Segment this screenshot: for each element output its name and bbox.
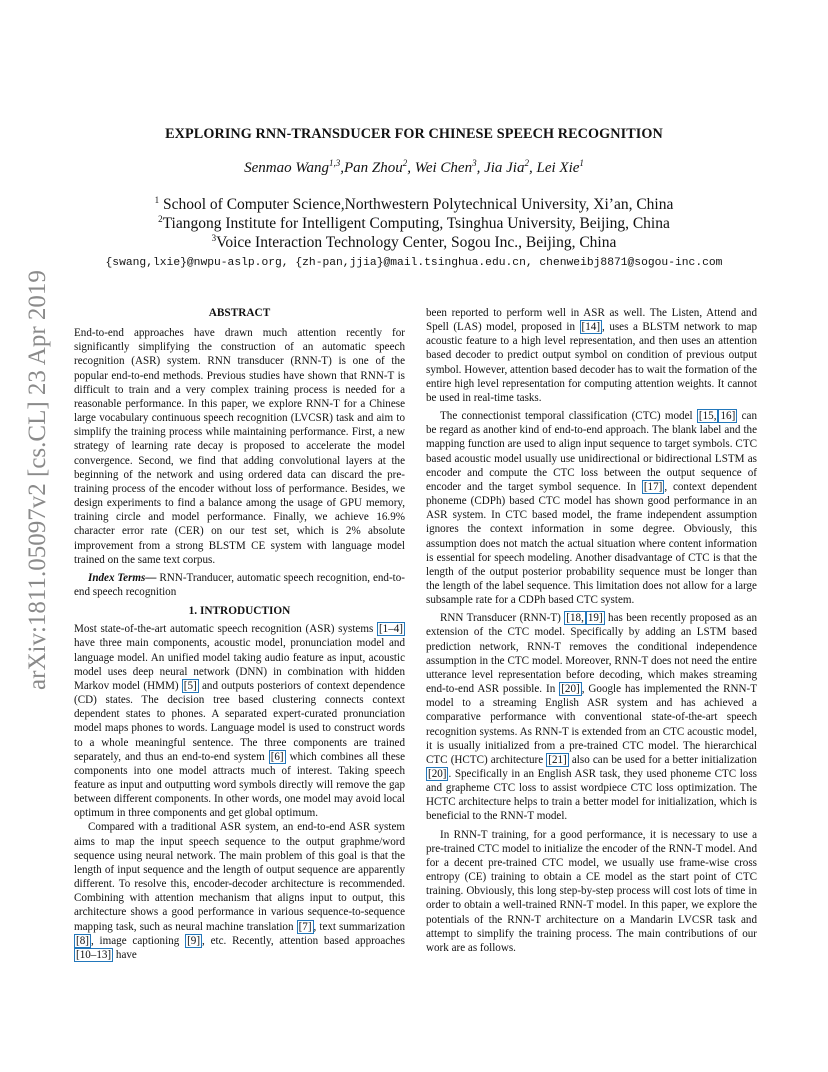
arxiv-watermark: arXiv:1811.05097v2 [cs.CL] 23 Apr 2019 xyxy=(24,270,51,690)
author-list: Senmao Wang$^{1,3}$,Pan Zhou$^2$, Wei Chen$^3$, Jia Jia$^2$, Lei Xie$^1$ xyxy=(244,158,584,176)
affiliation-mark: 1 xyxy=(154,194,160,205)
author-name: Lei Xie xyxy=(536,160,580,176)
index-terms xyxy=(74,571,405,599)
intro-paragraph-2: Compared with a traditional ASR system, an end-to-end ASR system aims to map the input speech sequence to the output graphme/word sequence using neural network. The main problem of this goal is that the length of input sequence and the length of output sequence are apparently different. To resolve this, encoder-decoder architecture is recommended. Combining with attention mechanism that aligns input to output, this architecture shows a good performance in various sequence-to-sequence mapping task, such as neural machine translation [7] , text summarization [8] , image captioning [9] , etc. Recently, attention based approaches [10–13] have xyxy=(74,821,405,961)
citation-link[interactable]: [17] xyxy=(643,480,663,493)
citation-link[interactable]: [15, xyxy=(698,410,717,423)
abstract-text: End-to-end approaches have drawn much attention recently for significantly simplifying the construction of an automatic speech recognition (ASR) system. RNN transducer (RNN-T) is one of the popular end-to-end methods. Previous studies have shown that RNN-T is difficult to train and a very complex training process is needed for a reasonable performance. In this paper, we explore RNN-T for a Chinese large vocabulary continuous speech recognition (LVCSR) task and aim to simplify the training process while maintaining performance. First, a new strategy of learning rate decay is proposed to accelerate the model convergence. Second, we find that adding convolutional layers at the beginning of the network and using ordered data can discard the pre-training process of the encoder without loss of performance. Besides, we design experiments to find a balance among the usage of GPU memory, training circle and model performance. Finally, we achieve 16.9% character error rate (CER) on our test set, which is 2% absolute improvement from a strong BLSTM CE system with language model trained on the same text corpus. xyxy=(74,327,405,566)
right-paragraph-2: The connectionist temporal classification (CTC) model [15, 16] can be regard as another kind of end-to-end approach. The blank label and the mapping function are used to align input sequence to target symbols. CTC based acoustic model usually use unidirectional or bidirectional LSTM as encoder and compute the CTC loss between the output sequence of encoder and the target symbol sequence. In [17] , context dependent phoneme (CDPh) based CTC model has shown good performance in an ASR system. In CTC based model, the frame independent assumption ignores the context information in some degree. Obviously, this assumption does not match the actual situation where content information is essential for speech modeling. Another disadvantage of CTC is that the length of the output posterior probability sequence must be longer than the length of the label sequence. This limitation does not allow for a large subsample rate for a CDPh based CTC system. xyxy=(426,410,758,607)
author-affiliation-mark: 3 xyxy=(472,158,477,168)
citation-link[interactable]: [20] xyxy=(561,683,580,696)
citation-link[interactable]: [10–13] xyxy=(76,948,112,961)
citation-link[interactable]: 16] xyxy=(720,410,736,423)
author-name: Jia Jia xyxy=(484,160,525,176)
right-column xyxy=(426,306,757,955)
author-name: Senmao Wang xyxy=(244,160,329,176)
author-name: Pan Zhou xyxy=(343,160,403,176)
citation-link[interactable]: [1–4] xyxy=(378,623,403,636)
author-affiliation-mark: 2 xyxy=(524,158,529,168)
citation-link[interactable]: [9] xyxy=(187,934,201,947)
citation-link[interactable]: [20] xyxy=(428,768,447,780)
citation-link[interactable]: [7] xyxy=(298,920,312,933)
right-paragraph-1: been reported to perform well in ASR as well. The Listen, Attend and Spell (LAS) model, proposed in [14] , uses a BLSTM network to map acoustic feature to a high level representation, and then uses an attention based decoder to predict output symbol on condition of previous output symbol. However, attention based decoder has to wait the formation of the entire high level representation for computing attention weights. It cannot be used in real-time tasks. xyxy=(426,307,757,404)
right-paragraph-3: RNN Transducer (RNN-T) [18, 19] has been recently proposed as an extension of the CTC model. Specifically by adding an LSTM based prediction network, RNN-T removes the conditional independence assumption in the CTC model. Moreover, RNN-T does not need the entire utterance level representation before decoding, which makes streaming end-to-end ASR possible. In [20] , Google has implemented the RNN-T model to a streaming English ASR system and has achieved a comparative performance with conventional state-of-the-art speech recognition systems. As RNN-T is extended from an CTC acoustic model, it is usually initialized from a pre-trained CTC model. The hierarchical CTC (HCTC) architecture [21] also can be used for a better initialization [20] . Specifically in an English ASR task, they used phoneme CTC loss and grapheme CTC loss to assist wordpiece CTC loss optimization. The HCTC architecture helps to train a better model for initialization, which is beneficial to the RNN-T model. xyxy=(426,612,758,823)
affiliation-text: Tiangong Institute for Intelligent Computing, Tsinghua University, Beijing, China xyxy=(162,215,670,232)
citation-link[interactable]: 19] xyxy=(587,612,603,625)
intro-paragraph-1: Most state-of-the-art automatic speech recognition (ASR) systems [1–4] have three main components, acoustic model, pronunciation model and language model. An unified model taking audio feature as input, acoustic model uses deep neural network (DNN) in combination with hidden Markov model (HMM) [5] and outputs posteriors of context dependence (CD) states. The decision tree based clustering connects context dependent states to phones. A separated expert-curated pronunciation model maps phones to words. Language model is used to construct words to a whole meaningful sentence. The three components are trained separately, and thus an end-to-end system [6] which combines all these components into one model attracts much of interest. Taking speech feature as input and outputting word symbols directly will remove the gap between different components. In other words, one model may avoid local optimum in three components and get global optimum. xyxy=(74,623,406,820)
author-affiliation-mark: 2 xyxy=(402,158,408,168)
author-affiliation-mark: 1 xyxy=(579,158,584,168)
citation-link[interactable]: [21] xyxy=(548,753,567,766)
author-name: Wei Chen xyxy=(414,160,473,176)
citation-link[interactable]: [5] xyxy=(183,679,197,692)
index-terms-text: RNN-Tranducer, automatic speech recognition, end-to-end speech recognition xyxy=(74,571,405,598)
abstract-heading: ABSTRACT xyxy=(208,307,271,319)
affiliation-1 xyxy=(0,196,828,214)
affiliation-3 xyxy=(0,234,828,252)
affiliation-text: School of Computer Science,Northwestern Polytechnical University, Xi’an, China xyxy=(159,196,674,213)
index-terms-label: Index Terms— xyxy=(88,571,157,584)
citation-link[interactable]: [6] xyxy=(270,750,284,763)
affiliation-mark: 2 xyxy=(158,213,163,224)
paper-title: EXPLORING RNN-TRANSDUCER FOR CHINESE SPEECH RECOGNITION xyxy=(165,126,663,142)
affiliation-2 xyxy=(0,215,828,233)
affiliation-text: Voice Interaction Technology Center, Sogou Inc., Beijing, China xyxy=(216,234,617,251)
right-paragraph-4: In RNN-T training, for a good performance, it is necessary to use a pre-trained CTC model to initialize the encoder of the RNN-T model. And for a decent pre-trained CTC model, we usually use frame-wise cross entropy (CE) training to obtain a CE model as the start point of CTC training. Obviously, this long step-by-step process will cost lots of time in order to obtain a well-trained RNN-T model. In this paper, we explore the potentials of the RNN-T architecture on a Mandarin LVCSR task and attempt to simplify the training process. The main contributions of our work are as follows. xyxy=(426,828,757,954)
affiliation-mark: 3 xyxy=(211,232,217,243)
citation-link[interactable]: [18, xyxy=(566,612,584,625)
citation-link[interactable]: [14] xyxy=(581,321,601,334)
section-heading-introduction: 1. INTRODUCTION xyxy=(188,605,291,618)
author-affiliation-mark: 1,3 xyxy=(328,158,341,168)
left-column xyxy=(74,306,405,962)
citation-link[interactable]: [8] xyxy=(76,934,89,947)
author-emails: {swang,lxie}@nwpu-aslp.org, {zh-pan,jjia}@mail.tsinghua.edu.cn, chenweibj8871@sogou-inc.com xyxy=(105,257,723,269)
